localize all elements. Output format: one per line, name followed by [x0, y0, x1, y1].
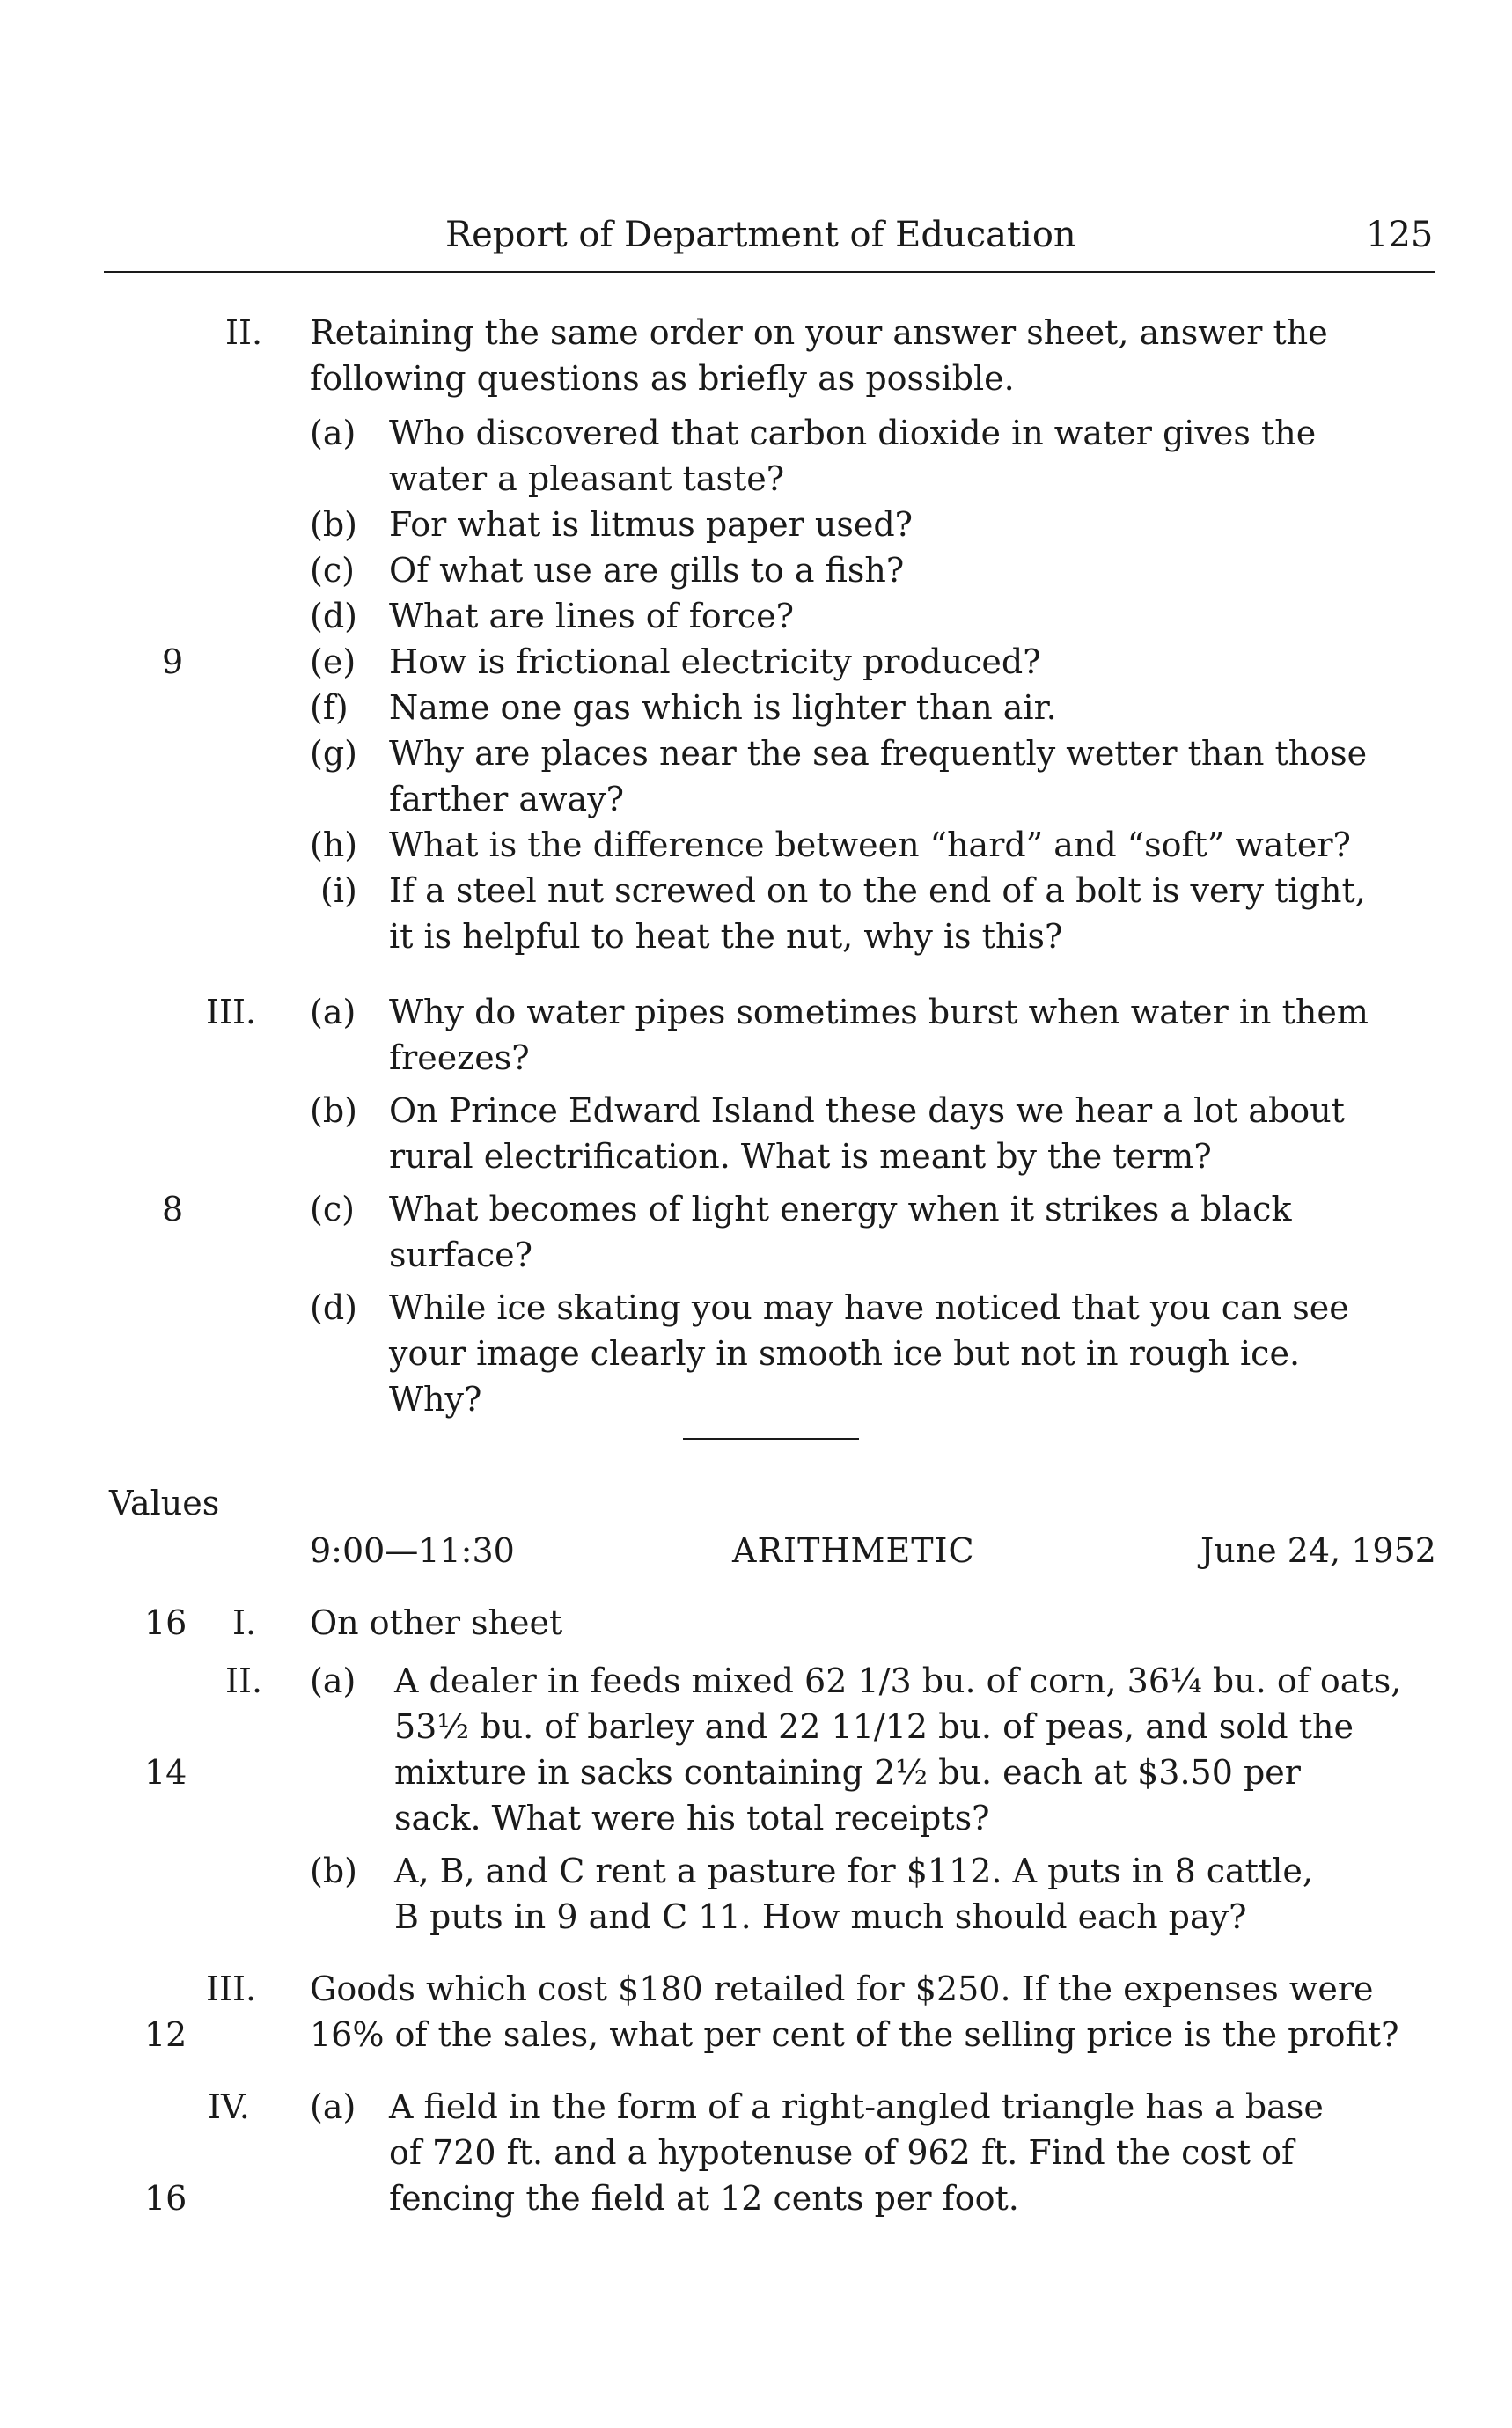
item-label: (a) [310, 414, 356, 452]
item-text: sack. What were his total receipts? [394, 1799, 990, 1838]
item-label: (f) [310, 688, 349, 727]
item-text: A dealer in feeds mixed 62 1/3 bu. of corn, 36¼ bu. of oats, [394, 1661, 1402, 1700]
item-text: Why? [389, 1380, 482, 1419]
item-label: (b) [310, 505, 357, 544]
item-text: it is helpful to heat the nut, why is this? [389, 917, 1063, 956]
value-number: 16 [144, 2179, 187, 2218]
page-number: 125 [1366, 215, 1434, 255]
item-text: On Prince Edward Island these days we hear a lot about [389, 1091, 1345, 1130]
value-number: 8 [162, 1190, 184, 1229]
value-number: 14 [144, 1753, 187, 1792]
values-column-label: Values [109, 1484, 220, 1522]
item-label: (a) [310, 993, 356, 1031]
exam-time: 9:00—11:30 [310, 1531, 515, 1570]
value-number: 9 [162, 642, 184, 681]
item-text: Why do water pipes sometimes burst when water in them [389, 993, 1369, 1031]
item-label: (i) [320, 871, 357, 910]
section-numeral: II. [225, 1661, 263, 1700]
item-text: surface? [389, 1236, 533, 1274]
section-separator [683, 1438, 859, 1440]
item-label: (c) [310, 551, 355, 590]
item-text: 16% of the sales, what per cent of the selling price is the profit? [310, 2015, 1399, 2054]
item-text: A field in the form of a right-angled triangle has a base [389, 2087, 1324, 2126]
item-text: What are lines of force? [389, 597, 795, 635]
item-text: Of what use are gills to a fish? [389, 551, 905, 590]
item-text: While ice skating you may have noticed that you can see [389, 1288, 1349, 1327]
item-text: A, B, and C rent a pasture for $112. A puts in 8 cattle, [394, 1852, 1313, 1890]
item-label: (a) [310, 2087, 356, 2126]
item-text: B puts in 9 and C 11. How much should each pay? [394, 1897, 1247, 1936]
item-text: your image clearly in smooth ice but not in rough ice. [389, 1334, 1301, 1373]
item-text: farther away? [389, 780, 625, 818]
item-label: (b) [310, 1091, 357, 1130]
item-label: (a) [310, 1661, 356, 1700]
item-label: (e) [310, 642, 356, 681]
header-rule [104, 271, 1435, 273]
item-text: fencing the field at 12 cents per foot. [389, 2179, 1019, 2218]
item-label: (g) [310, 734, 357, 773]
value-number: 12 [144, 2015, 187, 2054]
section-intro-line: Retaining the same order on your answer sheet, answer the [310, 313, 1328, 352]
item-text: of 720 ft. and a hypotenuse of 962 ft. Find the cost of [389, 2133, 1295, 2172]
item-text: What is the difference between “hard” and “soft” water? [389, 825, 1351, 864]
item-text: What becomes of light energy when it strikes a black [389, 1190, 1292, 1229]
item-label: (h) [310, 825, 358, 864]
section-intro-line: following questions as briefly as possible. [310, 359, 1015, 398]
item-label: (d) [310, 597, 357, 635]
item-text: water a pleasant taste? [389, 459, 785, 498]
item-text: mixture in sacks containing 2½ bu. each at $3.50 per [394, 1753, 1301, 1792]
item-label: (c) [310, 1190, 355, 1229]
item-label: (b) [310, 1852, 357, 1890]
section-numeral: III. [206, 993, 257, 1031]
section-numeral: IV. [208, 2087, 250, 2126]
running-header-title: Report of Department of Education [445, 215, 1076, 255]
item-text: Why are places near the sea frequently wetter than those [389, 734, 1368, 773]
item-text: Goods which cost $180 retailed for $250. If the expenses were [310, 1970, 1374, 2008]
item-text: If a steel nut screwed on to the end of a bolt is very tight, [389, 871, 1366, 910]
section-numeral: I. [232, 1603, 257, 1642]
section-numeral: II. [225, 313, 263, 352]
exam-date: June 24, 1952 [1200, 1531, 1436, 1570]
exam-subject: ARITHMETIC [732, 1531, 975, 1570]
item-text: How is frictional electricity produced? [389, 642, 1041, 681]
item-label: (d) [310, 1288, 357, 1327]
item-text: On other sheet [310, 1603, 563, 1642]
item-text: Who discovered that carbon dioxide in water gives the [389, 414, 1317, 452]
section-numeral: III. [206, 1970, 257, 2008]
item-text: For what is litmus paper used? [389, 505, 914, 544]
item-text: 53½ bu. of barley and 22 11/12 bu. of peas, and sold the [394, 1707, 1354, 1746]
value-number: 16 [144, 1603, 187, 1642]
item-text: freezes? [389, 1038, 530, 1077]
item-text: rural electrification. What is meant by the term? [389, 1137, 1212, 1176]
item-text: Name one gas which is lighter than air. [389, 688, 1057, 727]
